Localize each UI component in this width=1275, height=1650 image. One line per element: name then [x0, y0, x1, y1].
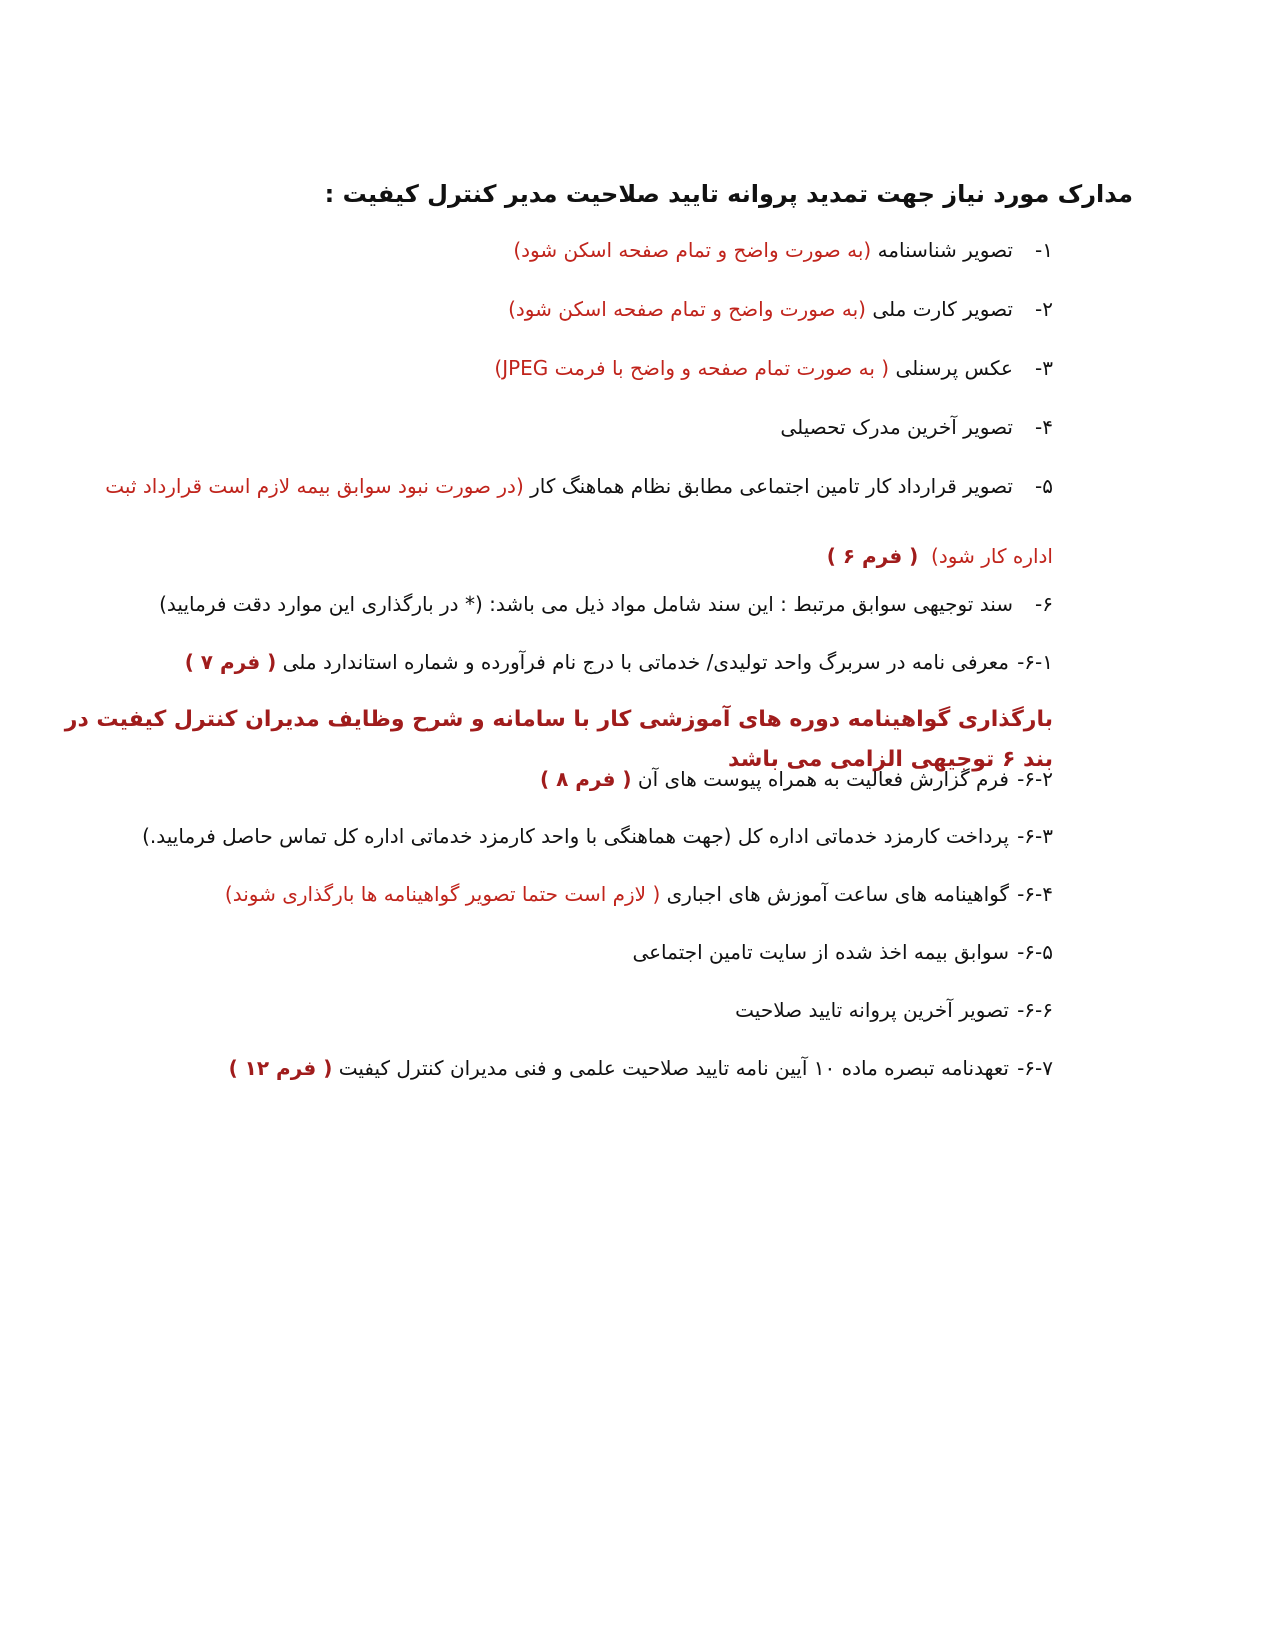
- sub-item-text: سوابق بیمه اخذ شده از سایت تامین اجتماعی: [632, 940, 1009, 964]
- item-text: تصویر قرارداد کار تامین اجتماعی مطابق نظام هماهنگ کار: [523, 474, 1013, 498]
- sub-item-text: معرفی نامه در سربرگ واحد تولیدی/ خدماتی با درج نام فرآورده و شماره استاندارد ملی: [276, 650, 1009, 674]
- item-note: (به صورت واضح و تمام صفحه اسکن شود): [508, 297, 866, 321]
- item-note: (به صورت واضح و تمام صفحه اسکن شود): [513, 238, 872, 262]
- sub-item-number: ۶-۶-: [1017, 998, 1053, 1022]
- sub-item-number: ۶-۱-: [1017, 650, 1053, 674]
- form-reference: ( فرم ۸ ): [539, 767, 632, 791]
- list-item-continuation: [827, 542, 1053, 570]
- sub-item-number: ۶-۲-: [1017, 767, 1053, 791]
- sub-item-text: پرداخت کارمزد خدماتی اداره کل (جهت هماهنگی با واحد کارمزد خدماتی اداره کل تماس حاصل فرمایید.): [142, 824, 1009, 848]
- sub-item-number: ۶-۴-: [1017, 882, 1053, 906]
- list-item: [159, 590, 1053, 618]
- item-text: سند توجیهی سوابق مرتبط : این سند شامل مواد ذیل می باشد: (* در بارگذاری این موارد دقت فرمایید): [159, 592, 1013, 616]
- sub-list-item: [735, 996, 1053, 1024]
- sub-item-text: تعهدنامه تبصره ماده ۱۰ آیین نامه تایید صلاحیت علمی و فنی مدیران کنترل کیفیت: [332, 1056, 1009, 1080]
- sub-item-text: فرم گزارش فعالیت به همراه پیوست های آن: [631, 767, 1009, 791]
- item-text: تصویر کارت ملی: [865, 297, 1013, 321]
- list-item: [105, 472, 1053, 500]
- list-item: [513, 236, 1053, 264]
- item-number: ۳-: [1035, 356, 1053, 380]
- item-number: ۵-: [1035, 474, 1053, 498]
- item-text: تصویر آخرین مدرک تحصیلی: [780, 415, 1013, 439]
- form-reference: ( فرم ۱۲ ): [228, 1056, 333, 1080]
- list-item: [494, 354, 1053, 382]
- form-reference: ( فرم ۷ ): [184, 650, 277, 674]
- sub-list-item: [540, 765, 1053, 793]
- sub-item-text: گواهینامه های ساعت آموزش های اجباری: [660, 882, 1009, 906]
- document-title: مدارک مورد نیاز جهت تمدید پروانه تایید صلاحیت مدیر کنترل کیفیت :: [324, 180, 1133, 208]
- item-note: (در صورت نبود سوابق بیمه لازم است قرارداد ثبت: [105, 474, 524, 498]
- important-note: بارگذاری گواهینامه دوره های آموزشی کار با سامانه و شرح وظایف مدیران کنترل کیفیت در بند ۶ توجیهی الزامی می باشد: [64, 707, 1053, 772]
- sub-item-text: تصویر آخرین پروانه تایید صلاحیت: [735, 998, 1009, 1022]
- item-text: تصویر شناسنامه: [871, 238, 1013, 262]
- item-note-continued: اداره کار شود): [931, 544, 1053, 568]
- sub-list-item: [632, 938, 1053, 966]
- form-reference: ( فرم ۶ ): [826, 544, 919, 568]
- sub-item-note: ( لازم است حتما تصویر گواهینامه ها بارگذاری شوند): [224, 882, 661, 906]
- sub-item-number: ۶-۵-: [1017, 940, 1053, 964]
- item-number: ۴-: [1035, 415, 1053, 439]
- item-note: ( به صورت تمام صفحه و واضح با فرمت JPEG): [494, 356, 890, 380]
- item-text: عکس پرسنلی: [889, 356, 1013, 380]
- sub-item-number: ۶-۷-: [1017, 1056, 1053, 1080]
- list-item: [780, 413, 1053, 441]
- item-number: ۶-: [1035, 592, 1053, 616]
- item-number: ۱-: [1035, 238, 1053, 262]
- item-number: ۲-: [1035, 297, 1053, 321]
- sub-list-item: [142, 822, 1053, 850]
- sub-list-item: [229, 1054, 1053, 1082]
- list-item: [508, 295, 1053, 323]
- sub-list-item: [225, 880, 1053, 908]
- sub-item-number: ۶-۳-: [1017, 824, 1053, 848]
- sub-list-item: [185, 648, 1053, 676]
